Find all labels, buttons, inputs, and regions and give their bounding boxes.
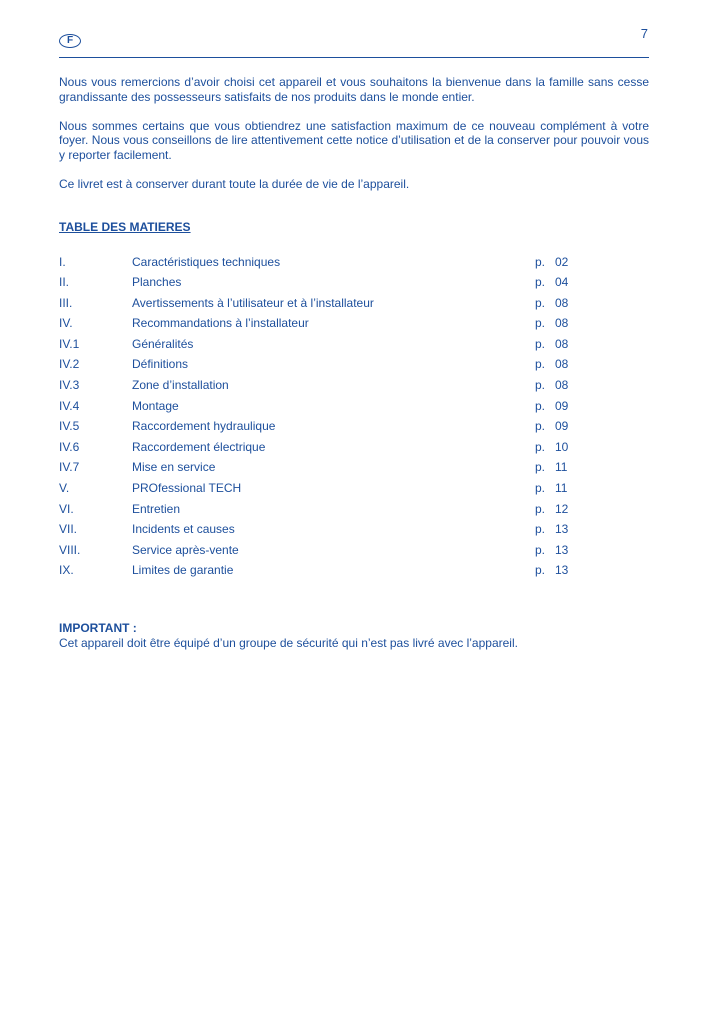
toc-page: 04	[555, 275, 569, 290]
toc-row	[59, 481, 649, 502]
language-badge: F	[59, 34, 81, 48]
toc-label: Recommandations à l’installateur	[132, 316, 309, 331]
toc-page: 13	[555, 542, 569, 557]
toc-page-prefix: p.	[535, 522, 546, 537]
toc-page-prefix: p.	[535, 439, 546, 454]
important-text: Cet appareil doit être équipé d’un groupe de sécurité qui n’est pas livré avec l’appareil.	[59, 635, 518, 650]
toc-row	[59, 337, 649, 358]
page-number: 7	[640, 26, 648, 41]
toc-label: PROfessional TECH	[132, 481, 242, 496]
toc-label: Limites de garantie	[132, 563, 234, 578]
toc-page-prefix: p.	[535, 501, 546, 516]
important-title: IMPORTANT :	[59, 621, 137, 635]
toc-page-prefix: p.	[535, 460, 546, 475]
toc-page-prefix: p.	[535, 419, 546, 434]
toc-row	[59, 440, 649, 461]
toc-row	[59, 275, 649, 296]
toc-page-prefix: p.	[535, 563, 546, 578]
toc-label: Caractéristiques techniques	[132, 254, 281, 269]
toc-number: IV.5	[59, 419, 80, 434]
toc-page-prefix: p.	[535, 398, 546, 413]
table-of-contents	[59, 255, 649, 585]
toc-number: IV.1	[59, 336, 80, 351]
toc-number: IX.	[59, 563, 74, 578]
toc-label: Entretien	[132, 501, 181, 516]
toc-row	[59, 543, 649, 564]
toc-page: 09	[555, 419, 569, 434]
toc-label: Raccordement hydraulique	[132, 419, 276, 434]
toc-page-prefix: p.	[535, 481, 546, 496]
toc-number: III.	[59, 295, 73, 310]
toc-row	[59, 563, 649, 584]
toc-number: IV.6	[59, 439, 80, 454]
toc-label: Raccordement électrique	[132, 439, 266, 454]
toc-page: 11	[555, 460, 568, 475]
toc-page-prefix: p.	[535, 275, 546, 290]
toc-page-prefix: p.	[535, 357, 546, 372]
toc-label: Planches	[132, 275, 182, 290]
toc-page: 08	[555, 378, 569, 393]
toc-label: Incidents et causes	[132, 522, 235, 537]
header-divider	[59, 57, 649, 58]
toc-row	[59, 460, 649, 481]
toc-page-prefix: p.	[535, 316, 546, 331]
toc-row	[59, 522, 649, 543]
intro-paragraph-3: Ce livret est à conserver durant toute la durée de vie de l’appareil.	[59, 176, 410, 191]
toc-page-prefix: p.	[535, 378, 546, 393]
toc-label: Généralités	[132, 336, 194, 351]
toc-page-prefix: p.	[535, 295, 546, 310]
toc-number: IV.	[59, 316, 73, 331]
toc-page: 11	[555, 481, 568, 496]
toc-number: II.	[59, 275, 70, 290]
toc-number: IV.7	[59, 460, 80, 475]
toc-page-prefix: p.	[535, 254, 546, 269]
toc-page: 13	[555, 522, 569, 537]
toc-number: V.	[59, 481, 70, 496]
toc-page: 08	[555, 336, 569, 351]
toc-row	[59, 255, 649, 276]
toc-page: 13	[555, 563, 569, 578]
toc-label: Définitions	[132, 357, 189, 372]
toc-number: IV.2	[59, 357, 80, 372]
intro-paragraph-1: Nous vous remercions d’avoir choisi cet appareil et vous souhaitons la bienvenue dans la famille sans cesse grandissante des possesseurs satisfaits de nos produits dans le monde entier.	[59, 75, 649, 104]
toc-row	[59, 399, 649, 420]
toc-row	[59, 502, 649, 523]
toc-row	[59, 378, 649, 399]
toc-number: VIII.	[59, 542, 81, 557]
toc-label: Zone d’installation	[132, 378, 229, 393]
toc-row	[59, 316, 649, 337]
intro-paragraph-2: Nous sommes certains que vous obtiendrez une satisfaction maximum de ce nouveau complément à votre foyer. Nous vous conseillons de lire attentivement cette notice d’utilisation et de la conserver pour pouvoir vous y reporter facilement.	[59, 118, 649, 162]
toc-page: 10	[555, 439, 569, 454]
toc-number: I.	[59, 254, 66, 269]
toc-label: Avertissements à l’utilisateur et à l’installateur	[132, 295, 374, 310]
toc-number: IV.3	[59, 378, 80, 393]
toc-row	[59, 357, 649, 378]
toc-number: IV.4	[59, 398, 80, 413]
toc-number: VI.	[59, 501, 74, 516]
toc-page: 08	[555, 316, 569, 331]
toc-page: 08	[555, 295, 569, 310]
toc-label: Mise en service	[132, 460, 216, 475]
toc-number: VII.	[59, 522, 78, 537]
toc-page-prefix: p.	[535, 542, 546, 557]
toc-title: TABLE DES MATIERES	[59, 220, 191, 234]
page-content	[59, 75, 649, 650]
toc-row	[59, 296, 649, 317]
toc-page: 08	[555, 357, 569, 372]
toc-row	[59, 419, 649, 440]
toc-page: 02	[555, 254, 569, 269]
toc-page: 09	[555, 398, 569, 413]
toc-label: Montage	[132, 398, 179, 413]
toc-page-prefix: p.	[535, 336, 546, 351]
toc-page: 12	[555, 501, 569, 516]
important-notice	[59, 621, 649, 650]
toc-label: Service après-vente	[132, 542, 239, 557]
